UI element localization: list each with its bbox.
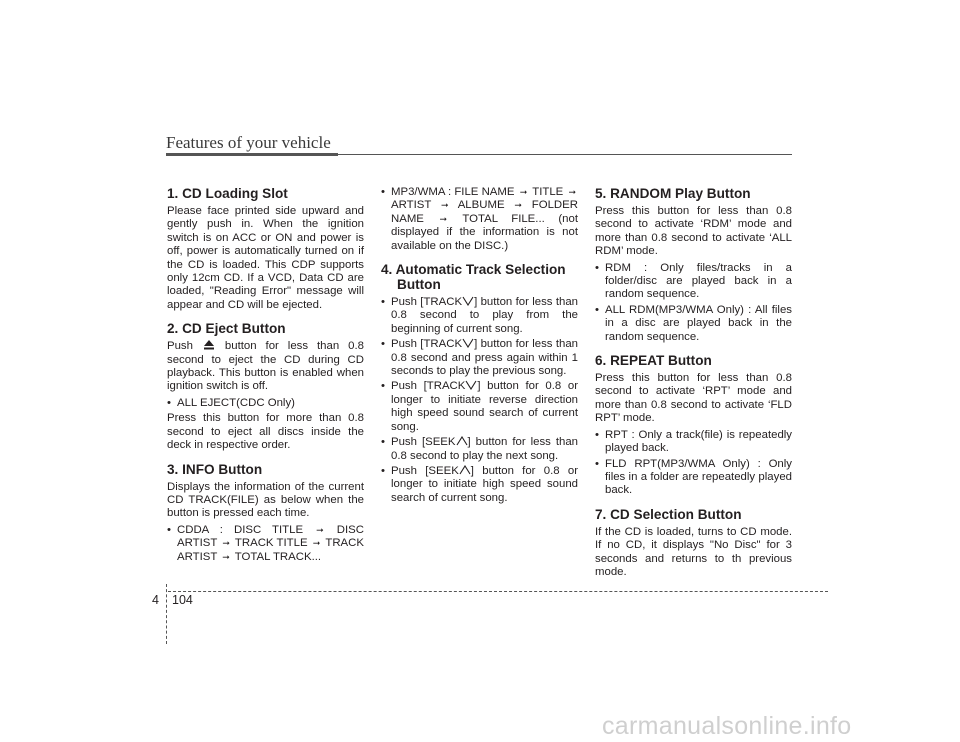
list-item: • MP3/WMA : FILE NAME ➞ TITLE ➞ ARTIST ➞ ALBUME ➞ FOLDER NAME ➞ TOTAL FILE... (not displayed if the information is not available on the DISC.) (381, 186, 578, 253)
section-heading-info: 3. INFO Button (167, 461, 263, 477)
chevron-down-icon (462, 338, 474, 348)
chevron-down-icon (462, 296, 474, 306)
list-item: • CDDA : DISC TITLE ➞ DISC ARTIST ➞ TRACK TITLE ➞ TRACK ARTIST ➞ TOTAL TRACK... (167, 524, 364, 564)
section-heading-cd-loading-slot: 1. CD Loading Slot (167, 186, 288, 201)
arrow-icon: ➞ (222, 538, 230, 549)
arrow-icon: ➞ (514, 200, 522, 211)
section-heading-random-play: 5. RANDOM Play Button (595, 186, 751, 201)
chevron-down-icon (465, 380, 477, 390)
page-number: 104 (172, 593, 193, 607)
footer-rule (168, 591, 828, 592)
header-rule-thick (166, 153, 338, 156)
list-item: • Push [SEEK ] button for less than 0.8 second to play the next song. (381, 436, 578, 463)
paragraph: Push button for less than 0.8 second to eject the CD during CD playback. This button is enabled when ignition switch is off. (167, 340, 364, 393)
chapter-number: 4 (152, 593, 159, 607)
arrow-icon: ➞ (312, 538, 321, 549)
paragraph: Please face printed side upward and gently push in. When the ignition switch is on ACC or ON and power is off, power is automatically turned on if the CD is loaded. This CDP supports only 12cm CD. If a VCD, Data CD are loaded, "Reading Error" message will appear and CD will be ejected. (167, 205, 364, 311)
column-3 (595, 186, 792, 582)
list-item: • RDM : Only files/tracks in a folder/disc are played back in a random sequence. (595, 262, 792, 302)
arrow-icon: ➞ (316, 524, 324, 535)
arrow-icon: ➞ (222, 551, 230, 562)
eject-icon (204, 340, 214, 350)
list-item: • Push [TRACK ] button for less than 0.8 second and press again within 1 seconds to play the previous song. (381, 338, 578, 378)
arrow-icon: ➞ (519, 187, 528, 197)
list-item: • ALL EJECT(CDC Only) (167, 397, 364, 410)
section-heading-automatic-track-selection: 4. Automatic Track Selection Button (381, 262, 566, 293)
list-item: • ALL RDM(MP3/WMA Only) : All files in a disc are played back in the random sequence. (595, 304, 792, 344)
arrow-icon: ➞ (440, 200, 449, 211)
list-item: • Push [SEEK ] button for 0.8 or longer to initiate high speed sound search of current song. (381, 465, 578, 505)
list-item: • Push [TRACK ] button for less than 0.8 second to play from the beginning of current song. (381, 296, 578, 336)
list-item: • Push [TRACK ] button for 0.8 or longer to initiate reverse direction high speed sound search of current song. (381, 380, 578, 434)
paragraph: Displays the information of the current CD TRACK(FILE) as below when the button is pressed each time. (167, 480, 364, 520)
column-1 (167, 186, 364, 566)
arrow-icon: ➞ (439, 213, 448, 224)
page-header-title: Features of your vehicle (166, 133, 331, 152)
chevron-up-icon (459, 465, 471, 475)
watermark: carmanualsonline.info (602, 712, 852, 740)
section-heading-cd-eject: 2. CD Eject Button (167, 321, 286, 337)
arrow-icon: ➞ (568, 187, 577, 197)
header-rule-thin (338, 154, 792, 155)
section-heading-cd-selection: 7. CD Selection Button (595, 506, 742, 522)
list-item: • FLD RPT(MP3/WMA Only) : Only files in a folder are repeatedly played back. (595, 458, 792, 498)
paragraph: Press this button for less than 0.8 second to activate ‘RPT’ mode and more than 0.8 second to activate ‘FLD RPT’ mode. (595, 372, 792, 425)
list-item: • RPT : Only a track(file) is repeatedly played back. (595, 429, 792, 456)
footer-divider (166, 584, 167, 644)
chevron-up-icon (456, 436, 468, 446)
paragraph: Press this button for more than 0.8 second to eject all discs inside the deck in respective order. (167, 412, 364, 452)
section-heading-repeat: 6. REPEAT Button (595, 353, 712, 369)
column-2 (381, 186, 578, 507)
paragraph: If the CD is loaded, turns to CD mode. If no CD, it displays "No Disc" for 3 seconds and returns to th previous mode. (595, 525, 792, 578)
paragraph: Press this button for less than 0.8 second to activate ‘RDM’ mode and more than 0.8 second to activate ‘ALL RDM’ mode. (595, 205, 792, 258)
